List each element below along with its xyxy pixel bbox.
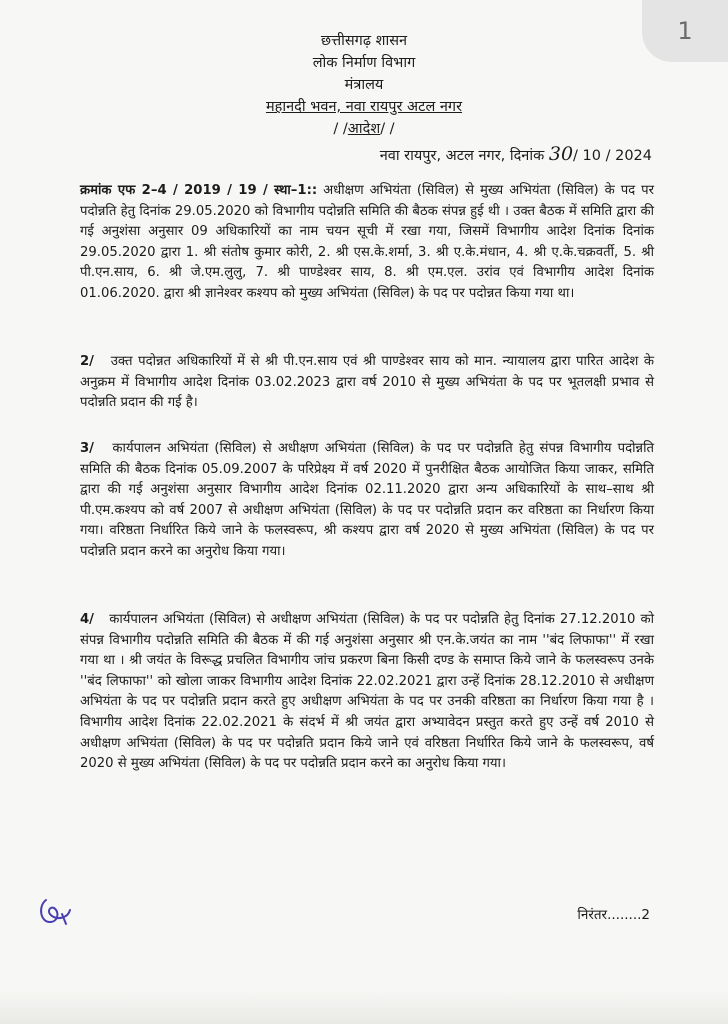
paragraph-2-text: उक्त पदोन्नत अधिकारियों में से श्री पी.एन.साय एवं श्री पाण्डेश्वर साय को मान. न्यायालय द्वारा पारित आदेश के अनुक्रम में विभागीय आदेश दिनांक 03.02.2023 द्वारा वर्ष 2010 से मुख्य अभियंता के पद पर भूतलक्षी प्रभाव से पदोन्नति प्रदान की गई है। <box>80 354 654 411</box>
order-title: आदेश <box>347 121 381 137</box>
header-ministry: मंत्रालय <box>344 77 384 93</box>
paragraph-4 <box>80 610 654 775</box>
paragraph-3-text: कार्यपालन अभियंता (सिविल) से अधीक्षण अभियंता (सिविल) के पद पर पदोन्नति हेतु संपन्न विभागीय पदोन्नति समिति की बैठक दिनांक 05.09.2007 के परिप्रेक्ष्य में वर्ष 2020 में पुनरीक्षित बैठक आयोजित किया जाकर, समिति द्वारा की गई अनुशंसा अनुसार विभागीय आदेश दिनांक 02.11.2020 द्वारा अन्य अधिकारियों के साथ–साथ श्री पी.एम.कश्यप को वर्ष 2007 से अधीक्षण अभियंता (सिविल) के पद पर पदोन्नति प्रदान कर वरिष्ठता का निर्धारण किया गया। वरिष्ठता निर्धारित किये जाने के फलस्वरूप, श्री कश्यप द्वारा वर्ष 2020 से मुख्य अभियंता (सिविल) के पद पर पदोन्नति प्रदान करने का अनुरोध किया गया। <box>80 441 655 559</box>
date-line <box>380 143 652 165</box>
header-department: लोक निर्माण विभाग <box>312 55 416 71</box>
paragraph-2-number: 2/ <box>80 354 94 369</box>
order-suffix: / / <box>380 121 395 137</box>
date-prefix: नवा रायपुर, अटल नगर, दिनांक <box>379 148 549 164</box>
signature-initials <box>36 892 76 930</box>
order-heading <box>0 118 728 140</box>
continued-page-marker: निरंतर........2 <box>577 907 650 923</box>
bottom-edge-blur <box>0 990 728 1024</box>
paragraph-1 <box>80 181 654 305</box>
paragraph-2 <box>80 352 654 414</box>
paragraph-3-number: 3/ <box>80 441 94 456</box>
paragraph-3 <box>80 439 654 563</box>
paragraph-4-text: कार्यपालन अभियंता (सिविल) से अधीक्षण अभियंता (सिविल) के पद पर पदोन्नति हेतु दिनांक 27.12.2010 को संपन्न विभागीय पदोन्नति समिति की बैठक में की गई अनुशंसा अनुसार श्री एन.के.जयंत का नाम ''बंद लिफाफा'' में रखा गया था । श्री जयंत के विरूद्ध प्रचलित विभागीय जांच प्रकरण बिना किसी दण्ड के समाप्त किये जाने के फलस्वरूप उनके ''बंद लिफाफा'' को खोला जाकर विभागीय आदेश दिनांक 22.02.2021 द्वारा उन्हें दिनांक 28.12.2010 से अधीक्षण अभियंता के पद पर पदोन्नति प्रदान करते हुए अधीक्षण अभियंता के पद पर उनकी वरिष्ठता का निर्धारण किया गया है । विभागीय आदेश दिनांक 22.02.2021 के संदर्भ में श्री जयंत द्वारा अभ्यावेदन प्रस्तुत करते हुए उन्हें वर्ष 2010 से अधीक्षण अभियंता (सिविल) के पद पर पदोन्नति प्रदान किये जाने एवं वरिष्ठता निर्धारित किये जाने के फलस्वरूप, वर्ष 2020 से मुख्य अभियंता (सिविल) के पद पर पदोन्नति प्रदान करने का अनुरोध किया गया। <box>80 612 654 772</box>
date-month-year: / 10 / 2024 <box>573 148 652 164</box>
order-prefix: / / <box>333 121 348 137</box>
page-number: 1 <box>677 17 693 45</box>
date-day-handwritten: 30 <box>548 143 574 165</box>
header-address: महानदी भवन, नवा रायपुर अटल नगर <box>265 99 463 115</box>
header-government: छत्तीसगढ़ शासन <box>320 33 408 49</box>
paragraph-1-text: अधीक्षण अभियंता (सिविल) से मुख्य अभियंता (सिविल) के पद पर पदोन्नति हेतु दिनांक 29.05.2020 को विभागीय पदोन्नति समिति की बैठक संपन्न हुई थी । उक्त बैठक में समिति द्वारा की गई अनुशंसा अनुसार 09 अधिकारियों का नाम चयन सूची में रखा गया, जिसमें विभागीय आदेश दिनांक दिनांक 29.05.2020 द्वारा 1. श्री संतोष कुमार कोरी, 2. श्री एस.के.शर्मा, 3. श्री ए.के.मंधान, 4. श्री ए.के.चक्रवर्ती, 5. श्री पी.एन.साय, 6. श्री जे.एम.लुलु, 7. श्री पाण्डेश्वर साय, 8. श्री एम.एल. उरांव एवं विभागीय आदेश दिनांक 01.06.2020. द्वारा श्री ज्ञानेश्वर कश्यप को मुख्य अभियंता (सिविल) के पद पर पदोन्नत किया गया था। <box>80 183 655 301</box>
paragraph-4-number: 4/ <box>80 612 94 627</box>
reference-number: क्रमांक एफ 2–4 / 2019 / 19 / स्था–1:: <box>80 183 318 198</box>
